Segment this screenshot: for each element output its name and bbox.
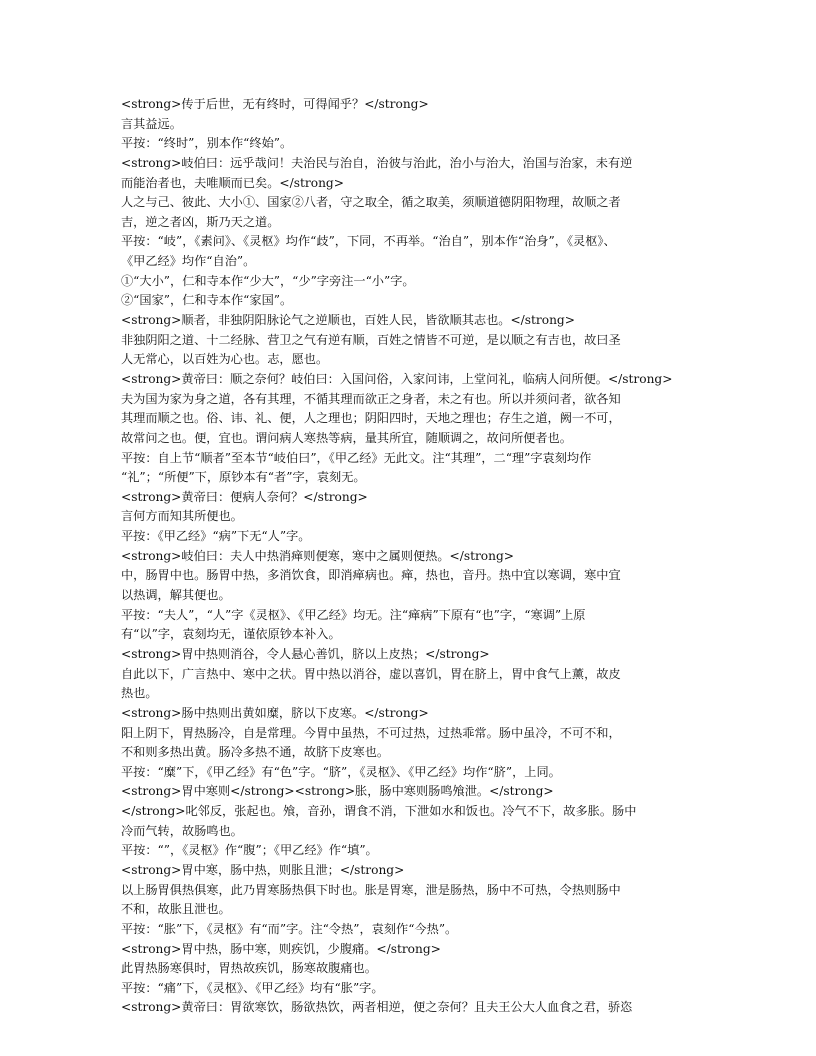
text-line: 人无常心，以百姓为心也。志，愿也。 xyxy=(121,352,329,367)
text-line: <strong>顺者，非独阴阳脉论气之逆顺也，百姓人民，皆欲顺其志也。</strong> xyxy=(121,313,575,328)
text-line: 阳上阴下，胃热肠冷，自是常理。今胃中虽热，不可过热，过热乖常。肠中虽冷，不可不和， xyxy=(121,725,621,740)
text-line: 有“以”字，袁刻均无，谨依原钞本补入。 xyxy=(121,627,341,642)
text-line: 不和则多热出黄。肠冷多热不通，故脐下皮寒也。 xyxy=(121,745,390,760)
text-line: 平按：“糜”下，《甲乙经》有“色”字。“脐”，《灵枢》、《甲乙经》均作“脐”，上同。 xyxy=(121,764,561,779)
text-line: 冷而气转，故肠鸣也。 xyxy=(121,823,243,838)
text-line: <strong>岐伯曰：夫人中热消瘅则便寒，寒中之属则便热。</strong> xyxy=(121,548,515,563)
text-line: 以热调，解其便也。 xyxy=(121,588,231,603)
text-line: 平按：《甲乙经》“病”下无“人”字。 xyxy=(121,529,311,544)
text-line: “礼”；“所便”下，原钞本有“者”字，袁刻无。 xyxy=(121,470,366,485)
text-line: 平按：“夫人”，“人”字《灵枢》、《甲乙经》均无。注“瘅病”下原有“也”字，“寒调”上原 xyxy=(121,607,586,622)
text-line: 故常问之也。便，宜也。谓问病人寒热等病，量其所宜，随顺调之，故问所便者也。 xyxy=(121,430,572,445)
text-line: <strong>黄帝曰：胃欲寒饮，肠欲热饮，两者相逆，便之奈何？且夫王公大人血食之君，骄恣 xyxy=(121,1000,633,1015)
text-line: <strong>肠中热则出黄如糜，脐以下皮寒。</strong> xyxy=(121,705,429,720)
text-line: 平按：“痛”下，《灵枢》、《甲乙经》均有“胀”字。 xyxy=(121,980,384,995)
text-line: 夫为国为家为身之道，各有其理，不循其理而欲正之身者，未之有也。所以并须问者，欲各知 xyxy=(121,391,621,406)
text-line: 其理而顺之也。俗、讳、礼、便，人之理也；阴阳四时，天地之理也；存生之道，阙一不可， xyxy=(121,411,621,426)
text-line: 非独阴阳之道、十二经脉、营卫之气有逆有顺，百姓之情皆不可逆，是以顺之有吉也，故曰圣 xyxy=(121,332,621,347)
text-line: <strong>胃中寒则</strong><strong>胀，肠中寒则肠鸣飧泄。</strong> xyxy=(121,784,554,799)
text-line: 言其益远。 xyxy=(121,116,182,131)
text-line: 平按：自上节“顺者”至本节“岐伯曰”，《甲乙经》无此文。注“其理”，二“理”字袁刻均作 xyxy=(121,450,592,465)
text-line: <strong>胃中寒，肠中热，则胀且泄；</strong> xyxy=(121,862,405,877)
text-line: 此胃热肠寒俱时，胃热故疾饥，肠寒故腹痛也。 xyxy=(121,961,377,976)
text-line: 人之与己、彼此、大小①、国家②八者，守之取全，循之取美，须顺道德阴阳物理，故顺之者 xyxy=(121,195,621,210)
text-line: 平按：“胀”下，《灵枢》有“而”字。注“令热”，袁刻作“今热”。 xyxy=(121,921,458,936)
text-line: <strong>黄帝曰：便病人奈何？</strong> xyxy=(121,489,368,504)
text-line: 热也。 xyxy=(121,686,158,701)
text-line: 平按：“”，《灵枢》作“腹”；《甲乙经》作“填”。 xyxy=(121,843,378,858)
text-line: 以上肠胃俱热俱寒，此乃胃寒肠热俱下时也。胀是胃寒，泄是肠热，肠中不可热，令热则肠中 xyxy=(121,882,621,897)
text-line: 而能治者也，夫唯顺而已矣。</strong> xyxy=(121,175,344,190)
text-line: </strong>叱邻反，张起也。飧，音孙，谓食不消，下泄如水和饭也。冷气不下，故多胀。肠中 xyxy=(121,804,637,819)
text-line: <strong>胃中热则消谷，令人悬心善饥，脐以上皮热；</strong> xyxy=(121,646,490,661)
text-line: <strong>黄帝曰：顺之奈何？岐伯曰：入国问俗，入家问讳，上堂问礼，临病人问所便。</strong> xyxy=(121,371,673,386)
text-line: 不和，故胀且泄也。 xyxy=(121,902,231,917)
text-line: ②“国家”，仁和寺本作“家国”。 xyxy=(121,293,293,308)
document-body xyxy=(121,95,706,1018)
text-line: <strong>传于后世，无有终时，可得闻乎？</strong> xyxy=(121,97,429,111)
text-line: <strong>胃中热，肠中寒，则疾饥，少腹痛。</strong> xyxy=(121,941,441,956)
text-line: 平按：“终时”，别本作“终始”。 xyxy=(121,136,293,151)
text-line: ①“大小”，仁和寺本作“少大”，“少”字旁注一“小”字。 xyxy=(121,273,415,288)
text-line: 中，肠胃中也。肠胃中热，多消饮食，即消瘅病也。瘅，热也，音丹。热中宜以寒调，寒中宜 xyxy=(121,568,621,583)
text-line: 平按：“岐”，《素问》、《灵枢》均作“歧”，下同，不再举。“治自”，别本作“治身”，《灵枢》、 xyxy=(121,234,616,249)
text-line: <strong>岐伯曰：远乎哉问！夫治民与治自，治彼与治此，治小与治大，治国与治家，未有逆 xyxy=(121,155,633,170)
text-line: 言何方而知其所便也。 xyxy=(121,509,243,524)
text-line: 自此以下，广言热中、寒中之状。胃中热以消谷，虚以喜饥，胃在脐上，胃中食气上薰，故皮 xyxy=(121,666,621,681)
text-line: 《甲乙经》均作“自治”。 xyxy=(121,254,256,269)
text-line: 吉，逆之者凶，斯乃天之道。 xyxy=(121,214,280,229)
